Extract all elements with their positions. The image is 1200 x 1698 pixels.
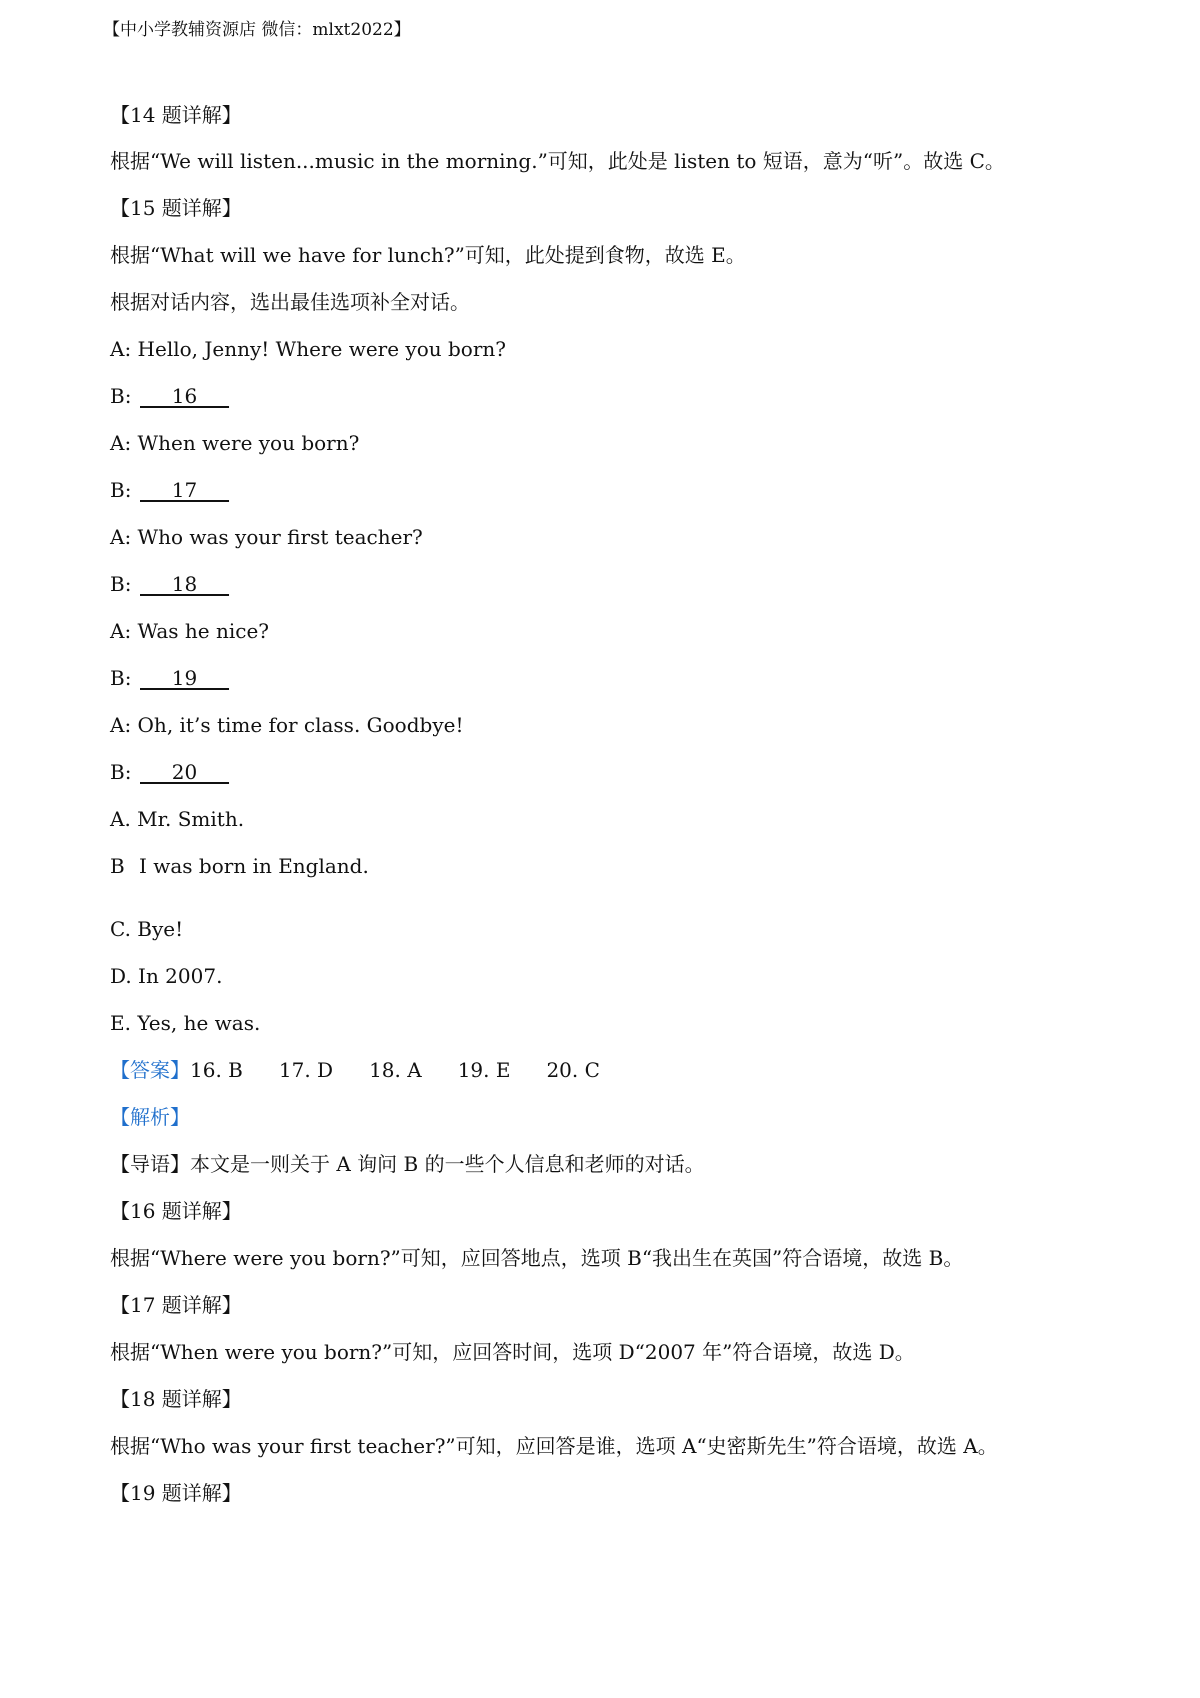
dialogue-b1 <box>110 382 229 410</box>
answer-16: 16. B <box>190 1058 243 1082</box>
dialogue-a5: A: Oh, it’s time for class. Goodbye! <box>110 713 464 737</box>
option-a: A. Mr. Smith. <box>110 807 245 831</box>
answer-18: 18. A <box>369 1058 422 1082</box>
b1-prefix: B: <box>110 384 132 408</box>
option-b-letter: B <box>110 854 125 878</box>
dialogue-b2 <box>110 476 229 504</box>
q17-title: 【17 题详解】 <box>110 1293 242 1317</box>
option-b-text: I was born in England. <box>139 854 369 878</box>
analysis-label: 【解析】 <box>110 1105 190 1129</box>
dialogue-b3 <box>110 570 229 598</box>
q17-detail: 根据“When were you born?”可知，应回答时间，选项 D“2007 年”符合语境，故选 D。 <box>110 1340 915 1364</box>
q15-detail: 根据“What will we have for lunch?”可知，此处提到食物，故选 E。 <box>110 243 746 267</box>
intro: 【导语】本文是一则关于 A 询问 B 的一些个人信息和老师的对话。 <box>110 1152 705 1176</box>
answer-17: 17. D <box>278 1058 334 1082</box>
q18-detail: 根据“Who was your first teacher?”可知，应回答是谁，选项 A“史密斯先生”符合语境，故选 A。 <box>110 1434 998 1458</box>
option-e: E. Yes, he was. <box>110 1011 261 1035</box>
q19-title: 【19 题详解】 <box>110 1481 242 1505</box>
q16-detail: 根据“Where were you born?”可知，应回答地点，选项 B“我出生在英国”符合语境，故选 B。 <box>110 1246 964 1270</box>
answer-20: 20. C <box>546 1058 600 1082</box>
blank-17: 17 <box>140 478 230 502</box>
dialogue-a2: A: When were you born? <box>110 431 360 455</box>
b2-prefix: B: <box>110 478 132 502</box>
blank-19: 19 <box>140 666 230 690</box>
page-header: 【中小学教辅资源店 微信：mlxt2022】 <box>103 20 411 40</box>
option-d: D. In 2007. <box>110 964 223 988</box>
q14-title: 【14 题详解】 <box>110 103 242 127</box>
q14-detail: 根据“We will listen...music in the morning.”可知，此处是 listen to 短语，意为“听”。故选 C。 <box>110 149 1005 173</box>
b5-prefix: B: <box>110 760 132 784</box>
dialogue-b5 <box>110 758 229 786</box>
dialogue-b4 <box>110 664 229 692</box>
b3-prefix: B: <box>110 572 132 596</box>
instruction: 根据对话内容，选出最佳选项补全对话。 <box>110 290 470 314</box>
dialogue-a3: A: Who was your first teacher? <box>110 525 423 549</box>
q16-title: 【16 题详解】 <box>110 1199 242 1223</box>
q15-title: 【15 题详解】 <box>110 196 242 220</box>
q18-title: 【18 题详解】 <box>110 1387 242 1411</box>
blank-18: 18 <box>140 572 230 596</box>
dialogue-a4: A: Was he nice? <box>110 619 270 643</box>
answer-19: 19. E <box>457 1058 511 1082</box>
b4-prefix: B: <box>110 666 132 690</box>
blank-16: 16 <box>140 384 230 408</box>
blank-20: 20 <box>140 760 230 784</box>
answer-label: 【答案】 <box>110 1058 190 1082</box>
answer-line <box>110 1056 636 1084</box>
option-b <box>110 852 369 880</box>
option-c: C. Bye! <box>110 917 184 941</box>
dialogue-a1: A: Hello, Jenny! Where were you born? <box>110 337 506 361</box>
